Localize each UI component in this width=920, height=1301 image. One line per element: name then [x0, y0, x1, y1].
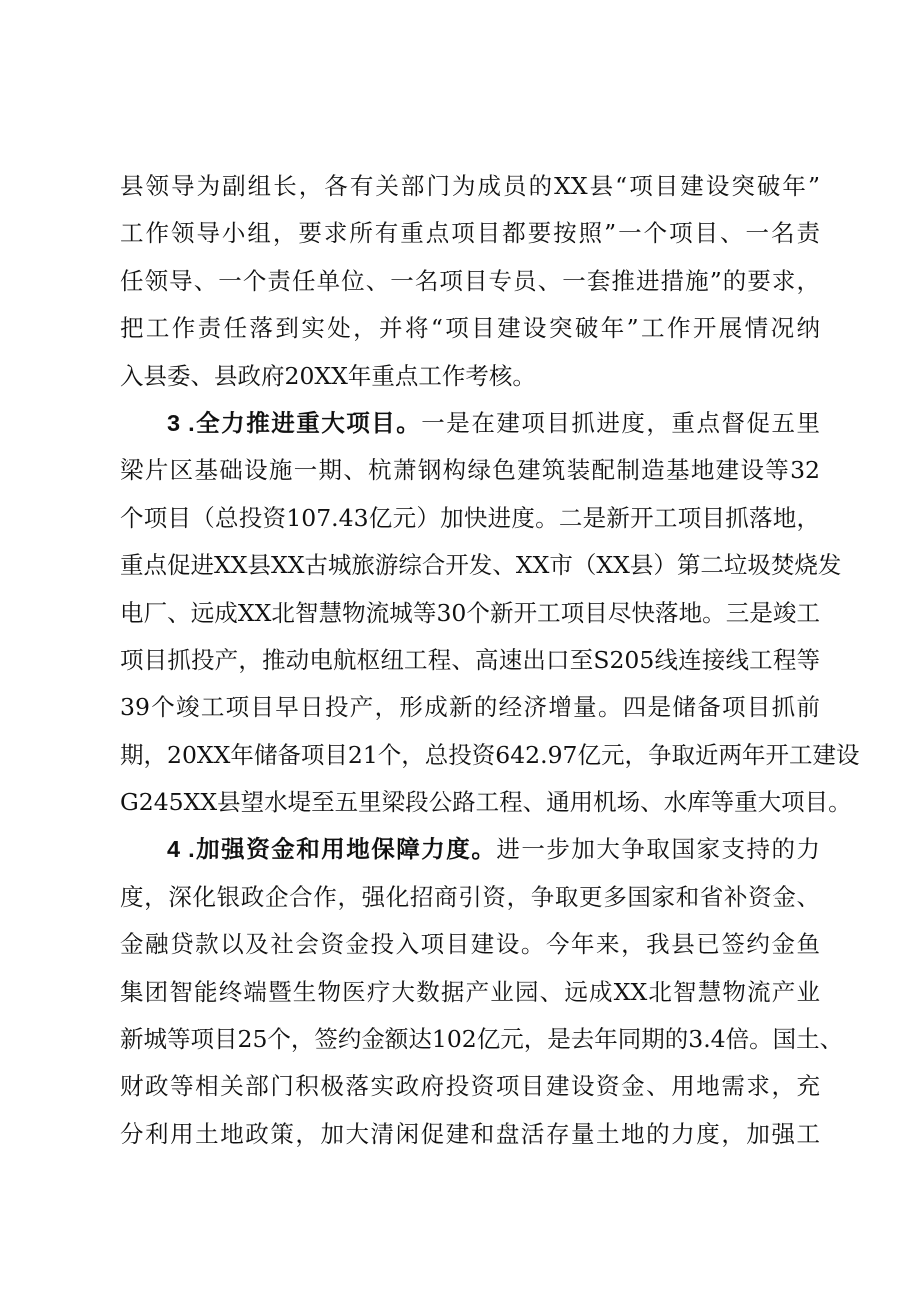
paragraph-2-first-line	[120, 400, 820, 447]
paragraph-2-heading-number: 3 .	[167, 409, 195, 436]
paragraph-1-line: 把工作责任落到实处，并将“项目建设突破年”工作开展情况纳	[120, 314, 820, 343]
paragraph-2-first-line-text: 一是在建项目抓进度，重点督促五里	[421, 408, 821, 437]
paragraph-2-line: 重点促进XX县XX古城旅游综合开发、XX市（XX县）第二垃圾焚烧发	[120, 551, 842, 580]
paragraph-3-line: 新城等项目25个，签约金额达102亿元，是去年同期的3.4倍。国土、	[120, 1025, 844, 1054]
paragraph-2-line: 电厂、远成XX北智慧物流城等30个新开工项目尽快落地。三是竣工	[120, 598, 820, 627]
paragraph-2-heading: 全力推进重大项目。	[194, 408, 422, 437]
paragraph-2-line: 个项目（总投资107.43亿元）加快进度。二是新开工项目抓落地，	[120, 503, 820, 532]
paragraph-1-line: 任领导、一个责任单位、一名项目专员、一套推进措施”的要求，	[120, 266, 820, 295]
paragraph-3-line: 分利用土地政策，加大清闲促建和盘活存量土地的力度，加强工	[120, 1119, 820, 1148]
paragraph-1-line: 入县委、县政府20XX年重点工作考核。	[120, 361, 536, 390]
paragraph-2-line: 39个竣工项目早日投产，形成新的经济增量。四是储备项目抓前	[120, 693, 820, 722]
paragraph-2-line: 项目抓投产，推动电航枢纽工程、高速出口至S205线连接线工程等	[120, 645, 820, 674]
paragraph-3-line: 度，深化银政企合作，强化招商引资，争取更多国家和省补资金、	[120, 882, 820, 911]
paragraph-3-line: 财政等相关部门积极落实政府投资项目建设资金、用地需求，充	[120, 1072, 820, 1101]
paragraph-2-line: 梁片区基础设施一期、杭萧钢构绿色建筑装配制造基地建设等32	[120, 456, 820, 485]
paragraph-3-line: 集团智能终端暨生物医疗大数据产业园、远成XX北智慧物流产业	[120, 977, 820, 1006]
paragraph-3-heading-number: 4 .	[167, 836, 195, 863]
paragraph-2-line: 期，20XX年储备项目21个，总投资642.97亿元，争取近两年开工建设	[120, 740, 860, 769]
paragraph-3-first-line-text: 进一步加大争取国家支持的力	[496, 835, 821, 864]
paragraph-2-line: G245XX县望水堤至五里梁段公路工程、通用机场、水库等重大项目。	[120, 788, 852, 817]
paragraph-3-first-line	[120, 826, 820, 873]
document-body	[120, 163, 860, 1158]
paragraph-3-line: 金融贷款以及社会资金投入项目建设。今年来，我县已签约金鱼	[120, 930, 820, 959]
paragraph-1-line: 工作领导小组，要求所有重点项目都要按照”一个项目、一名责	[120, 219, 820, 248]
paragraph-3-heading: 加强资金和用地保障力度。	[194, 835, 497, 864]
paragraph-1-line: 县领导为副组长，各有关部门为成员的XX县“项目建设突破年”	[120, 172, 820, 200]
